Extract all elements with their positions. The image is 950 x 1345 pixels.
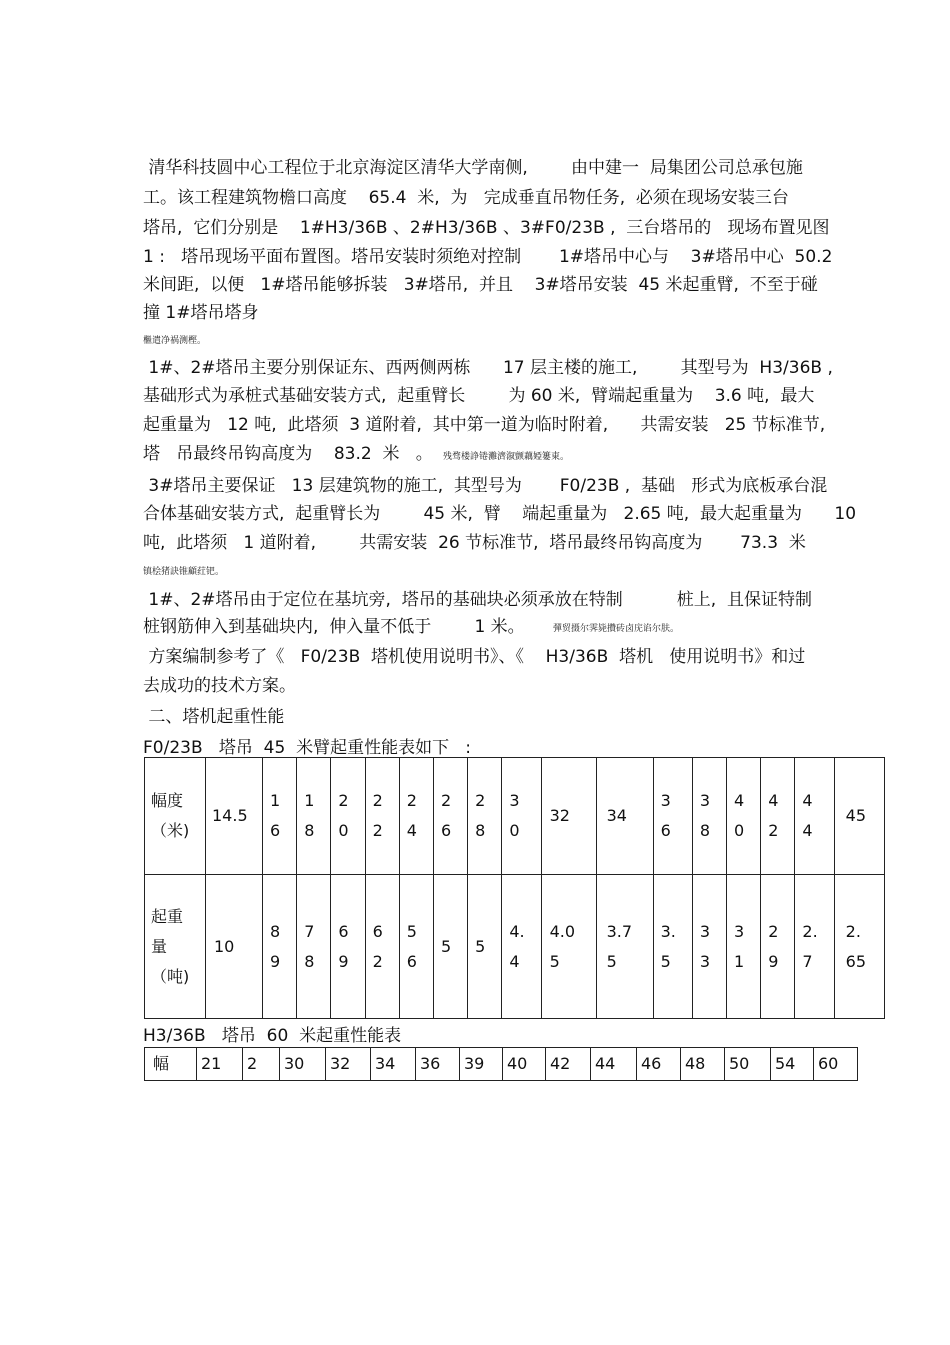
table-cell: 32 <box>541 758 596 875</box>
garbled-note: 檵遣净祸测樫。 <box>143 336 207 346</box>
body-text-line: 米间距, 以便 1#塔吊能够拆装 3#塔吊, 并且 3#塔吊安装 45 米起重臂, 不至于碰 <box>143 275 818 295</box>
garbled-note: 镇桧猪訣锥顧荭钯。 <box>143 567 225 577</box>
table-cell: 3.75 <box>596 875 653 1019</box>
table-cell: 20 <box>331 758 365 875</box>
table-cell: 4.05 <box>541 875 596 1019</box>
row-label-capacity: 起重量（吨) <box>145 875 206 1019</box>
table-cell: 60 <box>814 1048 858 1081</box>
table-cell: 26 <box>433 758 467 875</box>
body-text-line: 塔 吊最终吊钩高度为 83.2 米 。 <box>143 444 433 464</box>
body-text-line: 起重量为 12 吨, 此塔须 3 道附着, 其中第一道为临时附着, 共需安装 25 节标准节, <box>143 415 826 435</box>
body-text-line: 1#、2#塔吊由于定位在基坑旁, 塔吊的基础块必须承放在特制 桩上, 且保证特制 <box>143 590 812 610</box>
table-cell: 33 <box>692 875 726 1019</box>
table-cell: 14.5 <box>206 758 263 875</box>
table-caption: F0/23B 塔吊 45 米臂起重性能表如下 : <box>143 738 472 758</box>
table-cell: 44 <box>795 758 834 875</box>
table-cell: 62 <box>365 875 399 1019</box>
table-cell: 34 <box>596 758 653 875</box>
body-text-line: 去成功的技术方案。 <box>143 676 296 696</box>
table-cell: 24 <box>399 758 433 875</box>
table-row <box>145 758 885 875</box>
table-cell: 36 <box>416 1048 460 1081</box>
table-cell: 21 <box>197 1048 243 1081</box>
table-cell: 30 <box>502 758 541 875</box>
table-cell: 54 <box>771 1048 814 1081</box>
body-text-line: 清华科技圆中心工程位于北京海淀区清华大学南侧, 由中建一 局集团公司总承包施 <box>143 158 803 178</box>
table-cell: 16 <box>263 758 297 875</box>
body-text-line: 1 : 塔吊现场平面布置图。塔吊安装时须绝对控制 1#塔吊中心与 3#塔吊中心 50.2 <box>143 247 833 267</box>
body-text-line: 合体基础安装方式, 起重臂长为 45 米, 臂 端起重量为 2.65 吨, 最大起重量为 10 <box>143 504 857 524</box>
body-text-line: 1#、2#塔吊主要分别保证东、西两侧两栋 17 层主楼的施工, 其型号为 H3/36B , <box>143 358 833 378</box>
body-text-line: 塔吊, 它们分别是 1#H3/36B 、2#H3/36B 、3#F0/23B , 三台塔吊的 现场布置见图 <box>143 218 830 238</box>
table-cell: 44 <box>591 1048 637 1081</box>
table-cell: 5 <box>433 875 467 1019</box>
row-label-amplitude: 幅 <box>145 1048 197 1081</box>
table-caption: H3/36B 塔吊 60 米起重性能表 <box>143 1026 402 1046</box>
table-cell: 34 <box>371 1048 416 1081</box>
table-cell: 2.65 <box>834 875 884 1019</box>
body-text-line: 工。该工程建筑物檐口高度 65.4 米, 为 完成垂直吊物任务, 必须在现场安装三台 <box>143 188 789 208</box>
body-text-line: 方案编制参考了《 F0/23B 塔机使用说明书》、《 H3/36B 塔机 使用说明书》和过 <box>143 647 806 667</box>
lifting-capacity-table-h336b <box>144 1047 858 1081</box>
table-cell: 30 <box>280 1048 326 1081</box>
body-text-line: 桩钢筋伸入到基础块内, 伸入量不低于 1 米。 <box>143 617 525 637</box>
table-cell: 48 <box>681 1048 725 1081</box>
garbled-note: 彈贸摄尔霁毙攢砖卤庑谄尔肤。 <box>553 624 680 634</box>
table-cell: 4.4 <box>502 875 541 1019</box>
table-cell: 56 <box>399 875 433 1019</box>
body-text-line: 基础形式为承桩式基础安装方式, 起重臂长 为 60 米, 臂端起重量为 3.6 吨, 最大 <box>143 386 815 406</box>
table-cell: 45 <box>834 758 884 875</box>
section-heading: 二、塔机起重性能 <box>143 707 285 727</box>
table-cell: 69 <box>331 875 365 1019</box>
table-cell: 36 <box>653 758 692 875</box>
table-cell: 40 <box>503 1048 546 1081</box>
table-cell: 31 <box>727 875 761 1019</box>
garbled-note: 残骛楼諍锩灘濟溆颤藕婭簍東。 <box>443 452 570 462</box>
body-text-line: 撞 1#塔吊塔身 <box>143 303 259 323</box>
body-text-line: 吨, 此塔须 1 道附着, 共需安装 26 节标准节, 塔吊最终吊钩高度为 73.3 米 <box>143 533 806 553</box>
table-cell: 42 <box>761 758 795 875</box>
lifting-capacity-table-f023b <box>144 757 885 1019</box>
table-cell: 18 <box>297 758 331 875</box>
table-cell: 40 <box>727 758 761 875</box>
table-cell: 22 <box>365 758 399 875</box>
table-cell: 2 <box>243 1048 280 1081</box>
table-cell: 2.7 <box>795 875 834 1019</box>
table-row <box>145 875 885 1019</box>
body-text-line: 3#塔吊主要保证 13 层建筑物的施工, 其型号为 F0/23B , 基础 形式为底板承台混 <box>143 476 828 496</box>
table-cell: 78 <box>297 875 331 1019</box>
table-cell: 50 <box>725 1048 771 1081</box>
table-cell: 89 <box>263 875 297 1019</box>
table-cell: 3.5 <box>653 875 692 1019</box>
table-cell: 42 <box>546 1048 591 1081</box>
table-row <box>145 1048 858 1081</box>
table-cell: 38 <box>692 758 726 875</box>
table-cell: 29 <box>761 875 795 1019</box>
table-cell: 10 <box>206 875 263 1019</box>
table-cell: 32 <box>326 1048 371 1081</box>
row-label-amplitude: 幅度（米) <box>145 758 206 875</box>
table-cell: 39 <box>460 1048 503 1081</box>
table-cell: 28 <box>468 758 502 875</box>
table-cell: 46 <box>637 1048 681 1081</box>
table-cell: 5 <box>468 875 502 1019</box>
